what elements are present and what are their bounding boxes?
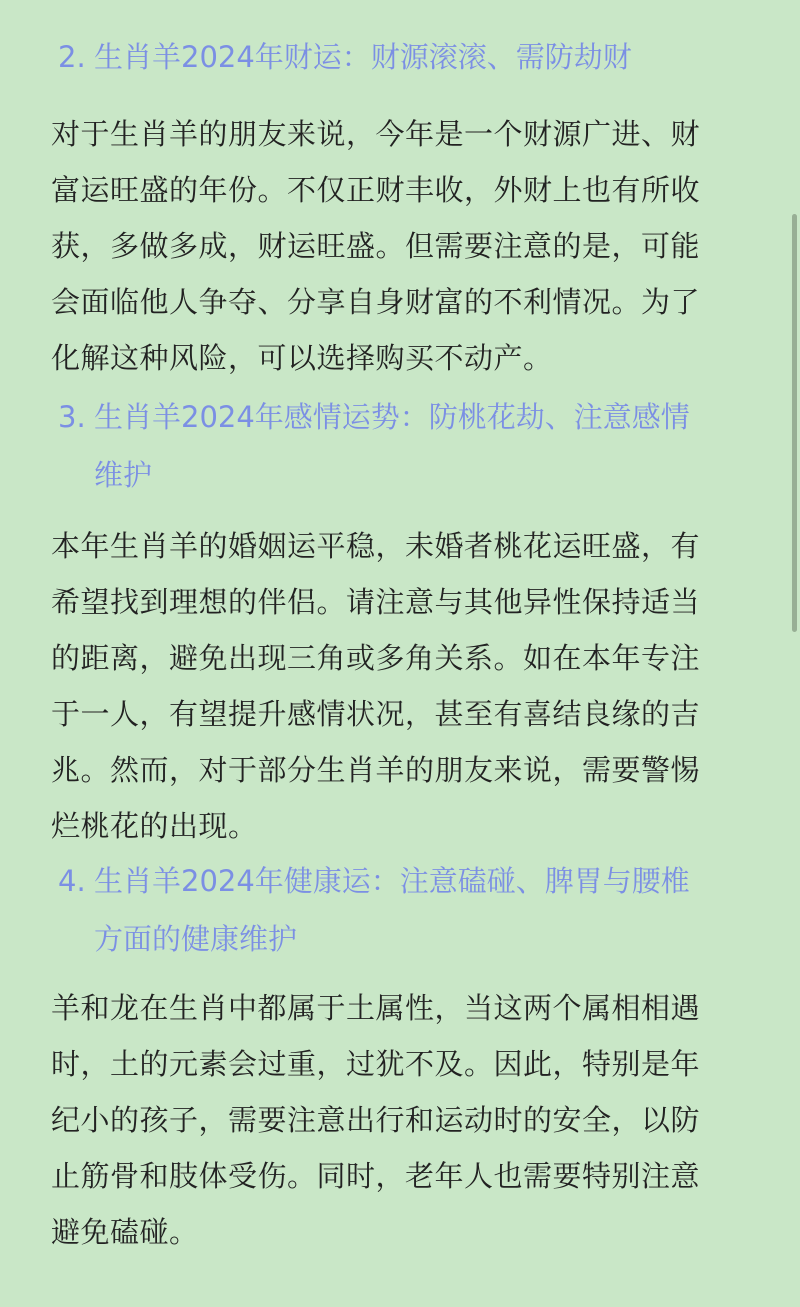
paragraph-line: 时，土的元素会过重，过犹不及。因此，特别是年 [51,1047,701,1081]
paragraph-line: 纪小的孩子，需要注意出行和运动时的安全，以防 [51,1103,701,1137]
vertical-scrollbar[interactable] [792,214,797,632]
paragraph-line: 会面临他人争夺、分享自身财富的不利情况。为了 [51,285,701,319]
paragraph-health [51,980,751,1260]
heading-text-continued: 维护 [94,458,153,492]
heading-text: 生肖羊2024年财运：财源滚滚、需防劫财 [94,40,632,74]
paragraph-line: 对于生肖羊的朋友来说，今年是一个财源广进、财 [51,117,701,151]
paragraph-line: 获，多做多成，财运旺盛。但需要注意的是，可能 [51,229,701,263]
paragraph-line: 本年生肖羊的婚姻运平稳，未婚者桃花运旺盛，有 [51,529,701,563]
paragraph-line: 化解这种风险，可以选择购买不动产。 [51,341,553,375]
paragraph-love [51,518,751,854]
section-heading-love [58,388,748,504]
heading-number: 3. [58,400,86,434]
paragraph-line: 羊和龙在生肖中都属于土属性，当这两个属相相遇 [51,991,701,1025]
paragraph-wealth [51,106,751,386]
paragraph-line: 希望找到理想的伴侣。请注意与其他异性保持适当 [51,585,701,619]
paragraph-line: 于一人，有望提升感情状况，甚至有喜结良缘的吉 [51,697,701,731]
paragraph-line: 的距离，避免出现三角或多角关系。如在本年专注 [51,641,701,675]
heading-text: 生肖羊2024年感情运势：防桃花劫、注意感情 [94,400,690,434]
paragraph-line: 富运旺盛的年份。不仅正财丰收，外财上也有所收 [51,173,701,207]
heading-text-continued: 方面的健康维护 [94,922,298,956]
paragraph-line: 避免磕碰。 [51,1215,199,1249]
paragraph-line: 止筋骨和肢体受伤。同时，老年人也需要特别注意 [51,1159,701,1193]
heading-text: 生肖羊2024年健康运：注意磕碰、脾胃与腰椎 [94,864,690,898]
section-heading-wealth [58,28,748,86]
heading-number: 2. [58,40,86,74]
heading-number: 4. [58,864,86,898]
paragraph-line: 烂桃花的出现。 [51,809,258,843]
section-heading-health [58,852,748,968]
paragraph-line: 兆。然而，对于部分生肖羊的朋友来说，需要警惕 [51,753,701,787]
